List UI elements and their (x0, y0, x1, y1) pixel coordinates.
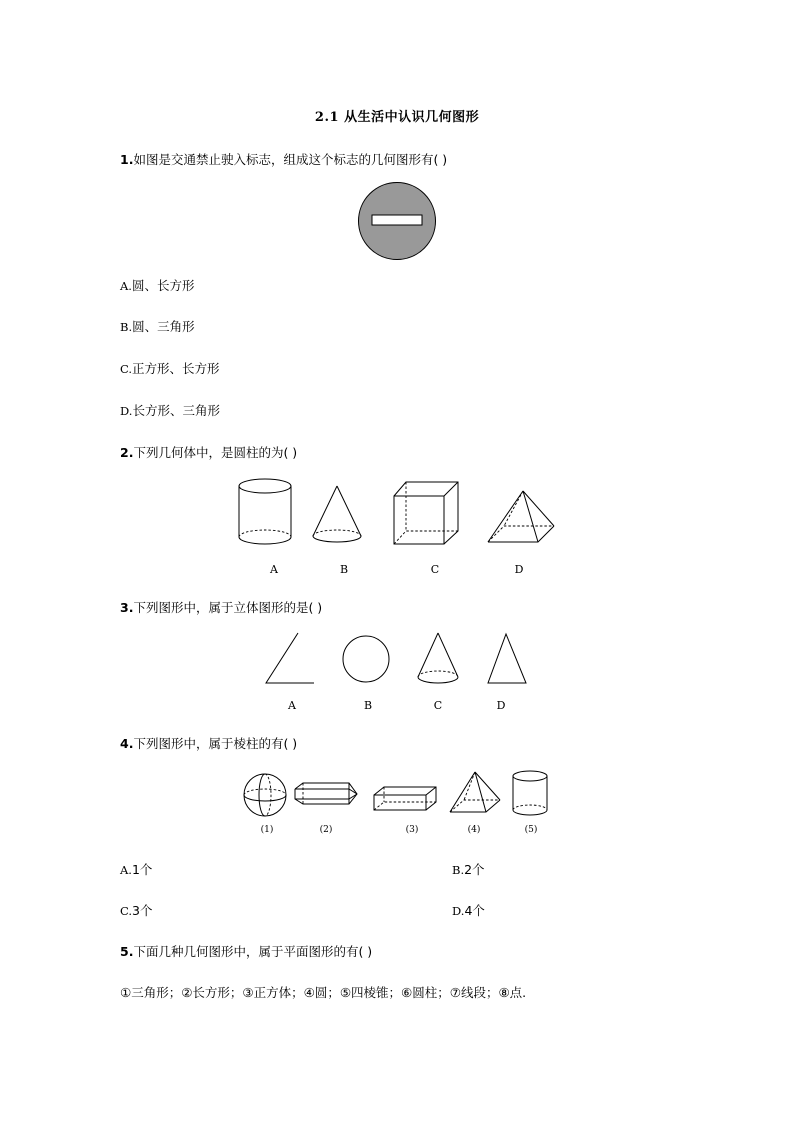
question-number: 1. (120, 152, 134, 167)
question-4-figures (240, 768, 560, 823)
option-1b: B.圆、三角形 (120, 319, 195, 334)
figure-label: (5) (524, 825, 538, 835)
cylinder-figure (239, 479, 291, 544)
question-1 (120, 150, 447, 168)
cylinder-figure (513, 771, 547, 815)
triangular-prism-figure (295, 783, 357, 804)
figure-label: (3) (405, 825, 419, 835)
figure-label: C (433, 699, 443, 712)
question-5-list: ①三角形；②长方形；③正方体；④圆；⑤四棱锥；⑥圆柱；⑦线段；⑧点. (120, 985, 527, 1000)
cube-figure (394, 482, 458, 544)
question-5: 5.下面几种几何图形中，属于平面图形的有( ) (120, 944, 373, 959)
question-2: 2.下列几何体中，是圆柱的为( ) (120, 445, 298, 460)
pyramid-figure (450, 772, 500, 812)
sphere-figure (244, 774, 286, 816)
figure-label: (4) (467, 825, 481, 835)
cone-figure (313, 486, 361, 542)
question-3-figures (262, 630, 542, 690)
no-entry-sign-figure (357, 181, 437, 261)
figure-label: A (288, 699, 296, 712)
cone-figure (418, 633, 458, 683)
figure-label: D (496, 699, 506, 712)
sign-bar (372, 215, 422, 225)
option-4b: B.2个 (452, 862, 485, 877)
option-1a: A.圆、长方形 (120, 278, 195, 293)
option-4d: D.4个 (452, 903, 485, 918)
option-1d: D.长方形、三角形 (120, 403, 220, 418)
figure-label: B (339, 563, 349, 576)
question-3: 3.下列图形中，属于立体图形的是( ) (120, 600, 323, 615)
option-1c: C.正方形、长方形 (120, 361, 220, 376)
option-4a: A.1个 (120, 862, 153, 877)
question-2-figures (236, 476, 566, 556)
figure-label: (1) (260, 825, 274, 835)
figure-label: D (514, 563, 524, 576)
option-4c: C.3个 (120, 903, 153, 918)
pyramid-figure (488, 491, 554, 542)
question-text: 如图是交通禁止驶入标志，组成这个标志的几何图形有( ) (133, 152, 448, 167)
figure-label: A (270, 563, 278, 576)
angle-figure (266, 633, 314, 683)
page-title: 2.1 从生活中认识几何图形 (314, 110, 480, 125)
circle-figure (343, 636, 389, 682)
cuboid-figure (374, 787, 436, 810)
question-4: 4.下列图形中，属于棱柱的有( ) (120, 736, 298, 751)
triangle-figure (488, 634, 526, 683)
figure-label: (2) (319, 825, 333, 835)
figure-label: C (430, 563, 440, 576)
figure-label: B (363, 699, 373, 712)
